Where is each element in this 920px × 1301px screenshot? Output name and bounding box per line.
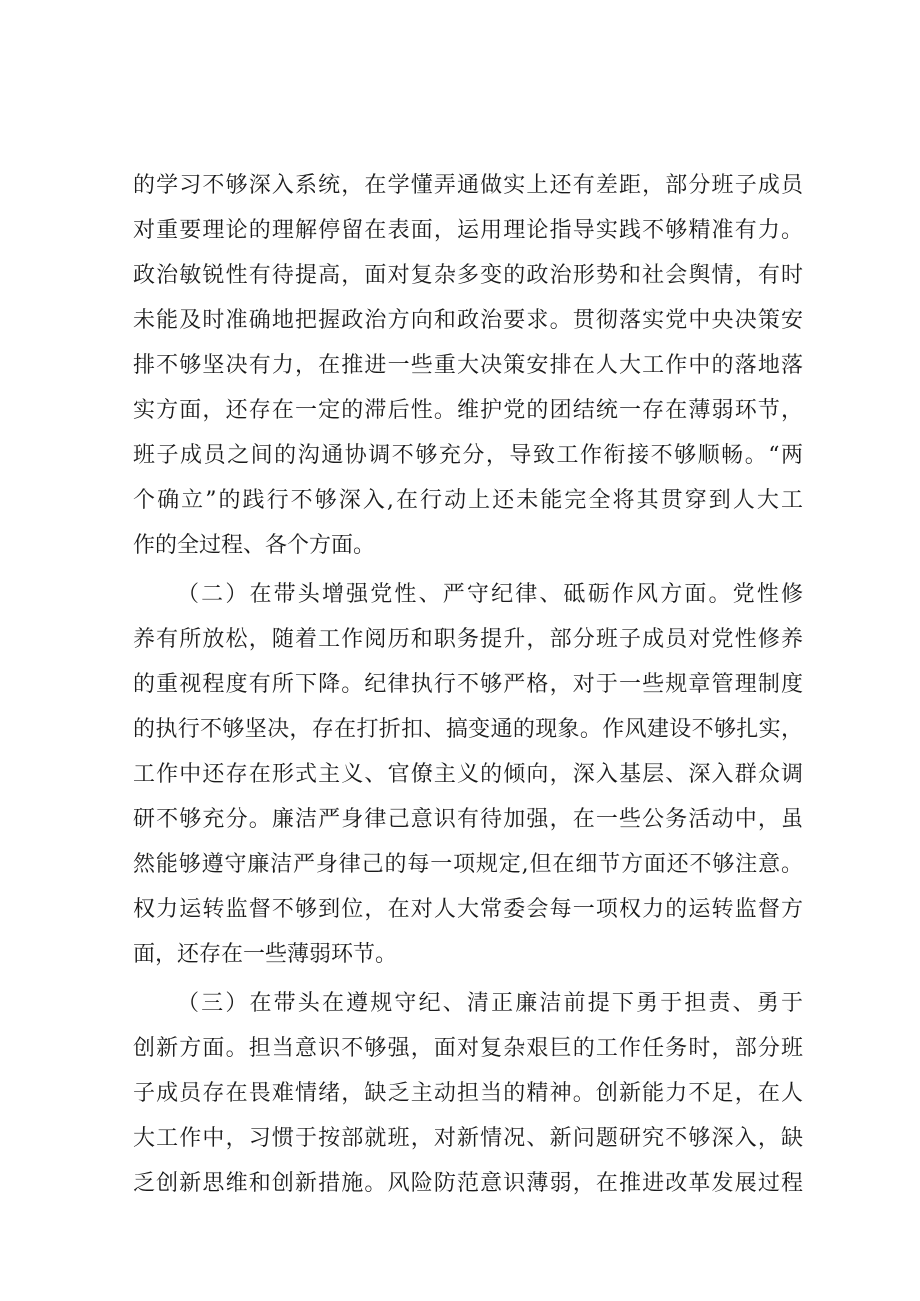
document-body: [133, 163, 803, 1206]
text-line: （二）在带头增强党性、严守纪律、砥砺作风方面。党性修: [177, 582, 803, 607]
text-line: 工作中还存在形式主义、官僚主义的倾向，深入基层、深入群众调: [133, 762, 803, 787]
text-line: 的重视程度有所下降。纪律执行不够严格，对于一些规章管理制度: [133, 672, 803, 697]
text-line: 研不够充分。廉洁严身律己意识有待加强，在一些公务活动中，虽: [133, 807, 803, 832]
text-line: （三）在带头在遵规守纪、清正廉洁前提下勇于担责、勇于: [177, 991, 803, 1016]
text-line: 个确立”的践行不够深入,在行动上还未能完全将其贯穿到人大工: [133, 488, 803, 513]
text-line: 政治敏锐性有待提高，面对复杂多变的政治形势和社会舆情，有时: [133, 263, 803, 288]
text-line: 乏创新思维和创新措施。风险防范意识薄弱，在推进改革发展过程: [133, 1171, 803, 1196]
text-line: 面，还存在一些薄弱环节。: [133, 942, 398, 967]
text-line: 排不够坚决有力，在推进一些重大决策安排在人大工作中的落地落: [133, 353, 803, 378]
text-line: 对重要理论的理解停留在表面，运用理论指导实践不够精准有力。: [133, 218, 803, 243]
text-line: 作的全过程、各个方面。: [133, 533, 376, 558]
text-line: 未能及时准确地把握政治方向和政治要求。贯彻落实党中央决策安: [133, 308, 803, 333]
text-line: 的执行不够坚决，存在打折扣、搞变通的现象。作风建设不够扎实，: [133, 717, 803, 742]
text-line: 子成员存在畏难情绪，缺乏主动担当的精神。创新能力不足，在人: [133, 1081, 803, 1106]
text-line: 大工作中，习惯于按部就班，对新情况、新问题研究不够深入，缺: [133, 1126, 803, 1151]
text-line: 创新方面。担当意识不够强，面对复杂艰巨的工作任务时，部分班: [133, 1036, 803, 1061]
text-line: 权力运转监督不够到位，在对人大常委会每一项权力的运转监督方: [133, 897, 803, 922]
text-line: 实方面，还存在一定的滞后性。维护党的团结统一存在薄弱环节，: [133, 398, 803, 423]
paragraph-1: [133, 163, 803, 568]
paragraph-3: [133, 981, 803, 1206]
text-line: 然能够遵守廉洁严身律己的每一项规定,但在细节方面还不够注意。: [133, 852, 803, 877]
text-line: 班子成员之间的沟通协调不够充分，导致工作衔接不够顺畅。“两: [133, 443, 803, 468]
text-line: 养有所放松，随着工作阅历和职务提升，部分班子成员对党性修养: [133, 627, 803, 652]
paragraph-2: [133, 572, 803, 977]
text-line: 的学习不够深入系统，在学懂弄通做实上还有差距，部分班子成员: [133, 173, 803, 198]
